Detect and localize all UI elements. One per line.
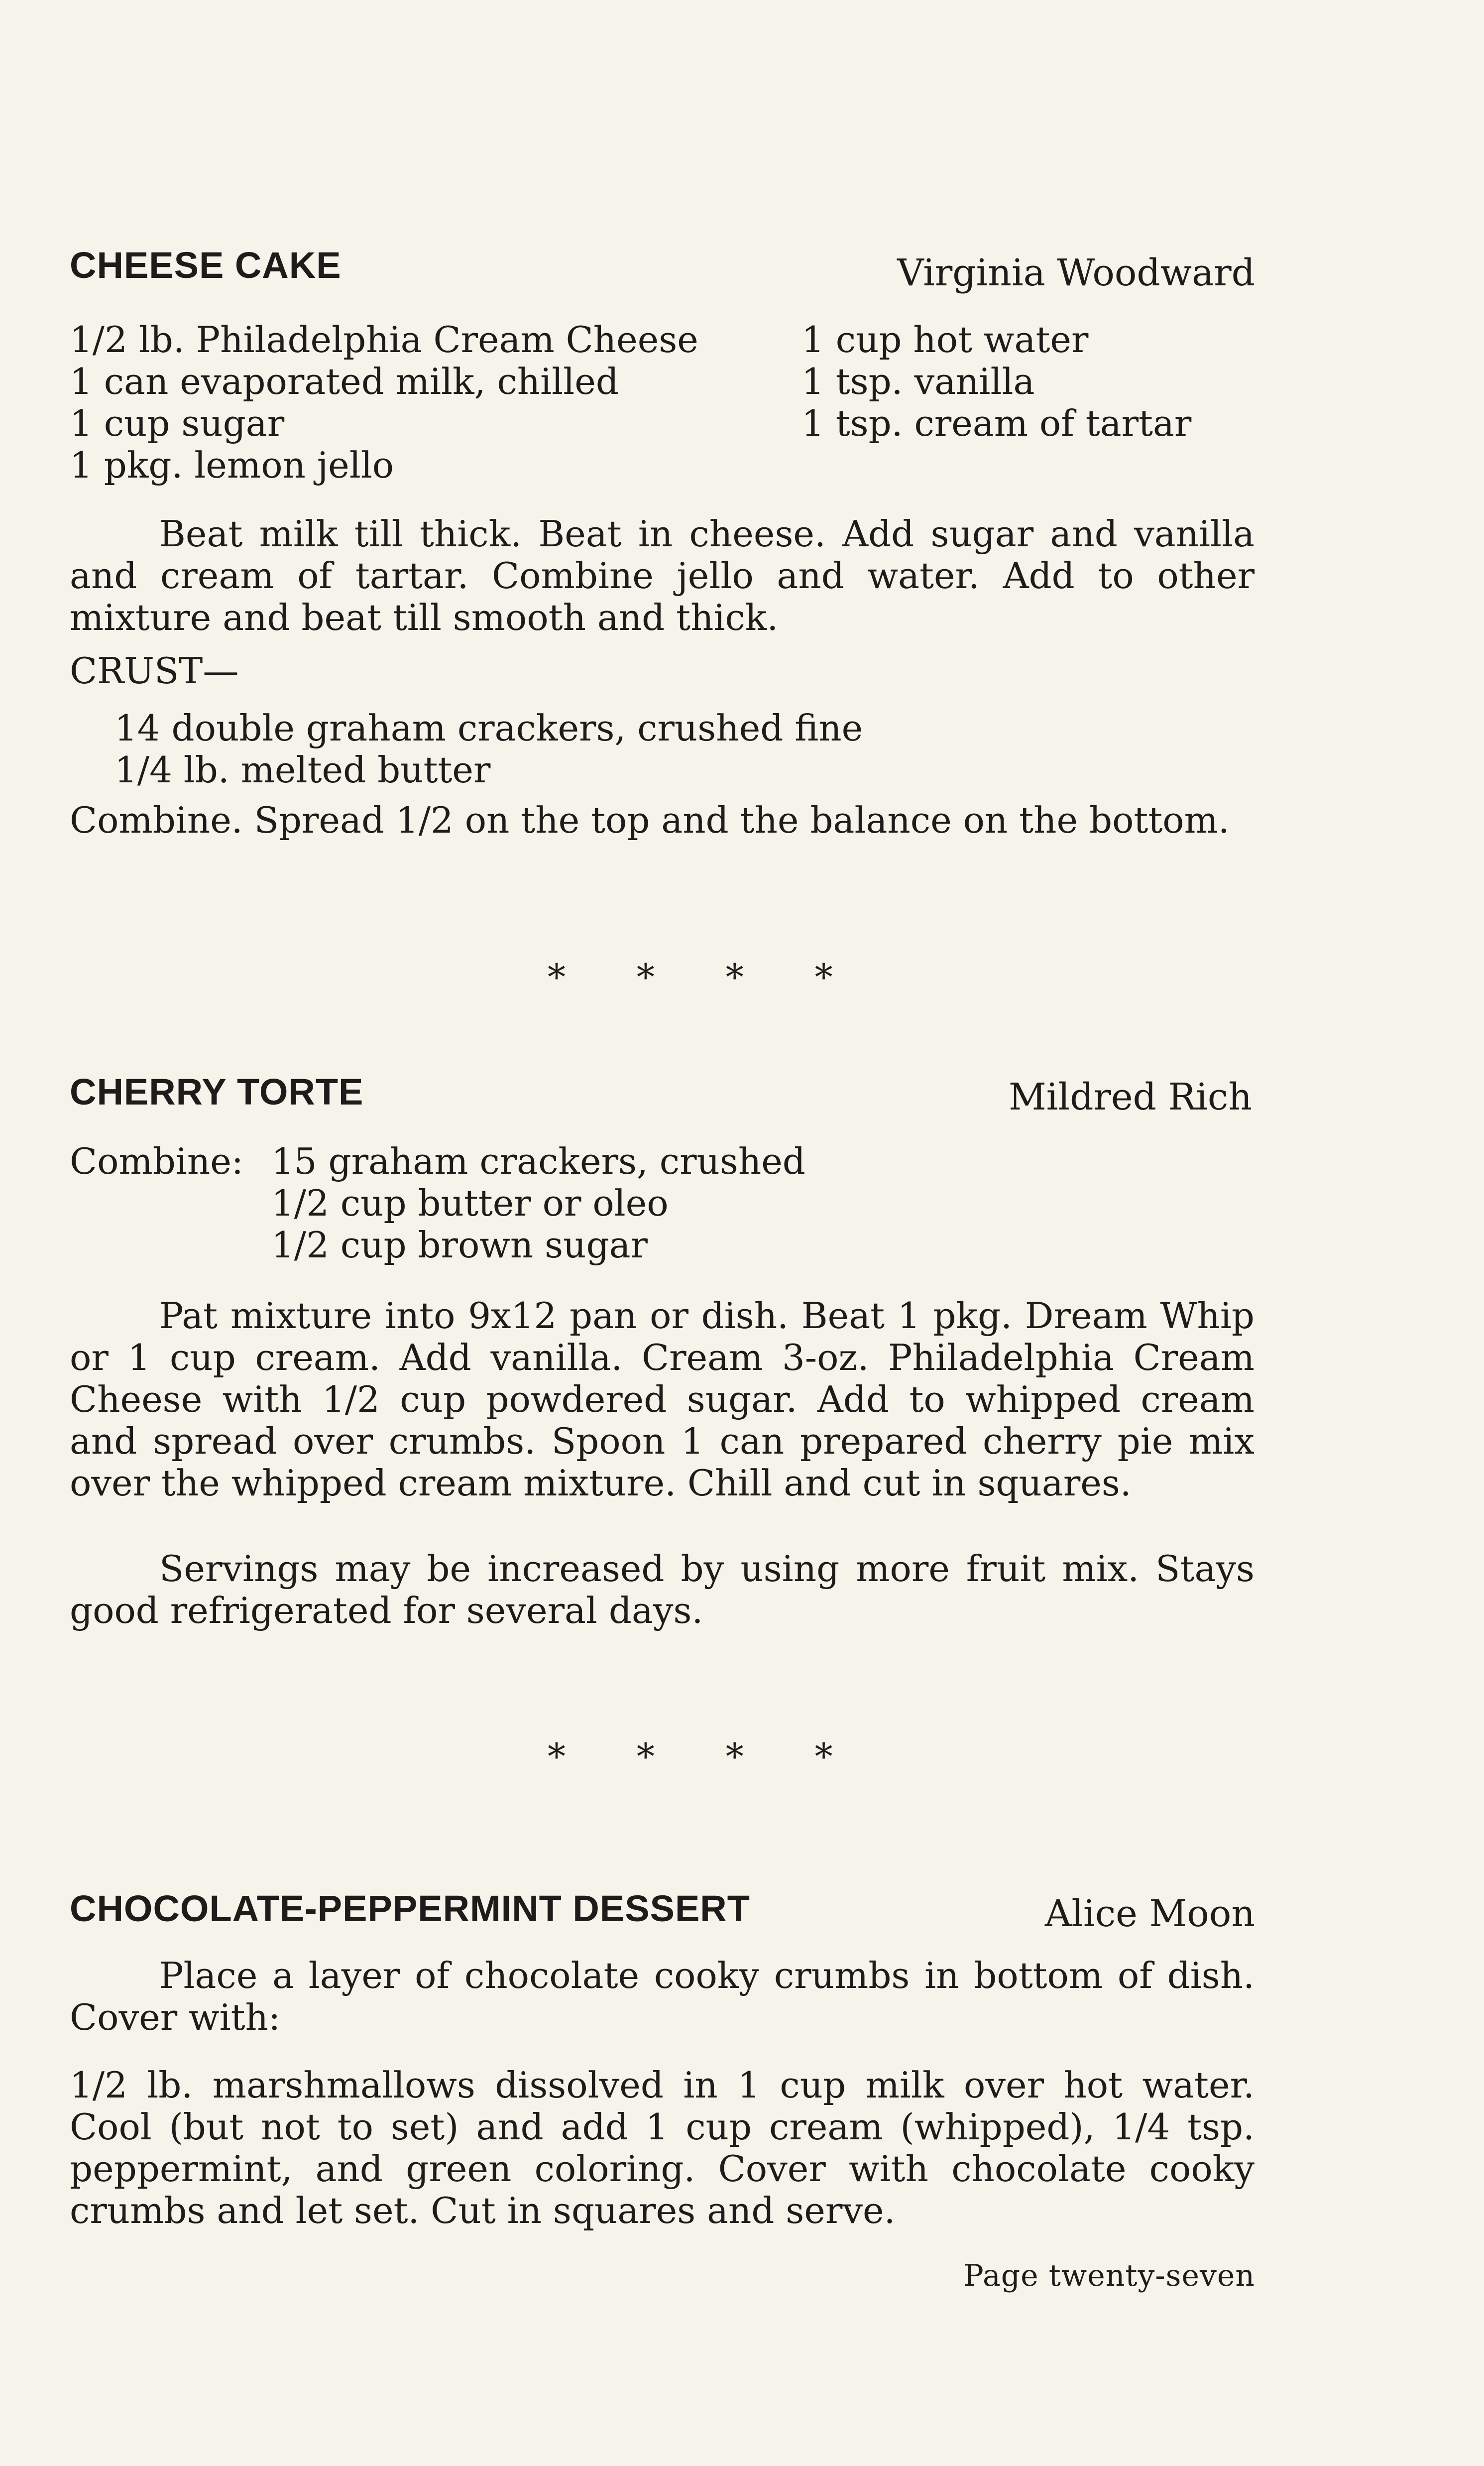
ingredients-left-cheese-cake — [70, 319, 698, 486]
ingredient-item: 1/2 lb. Philadelphia Cream Cheese — [70, 319, 698, 361]
ingredient-item: 1/2 cup brown sugar — [271, 1224, 648, 1266]
ingredient-item: 1/4 lb. melted butter — [114, 749, 491, 791]
recipe-title-cheese-cake: CHEESE CAKE — [70, 245, 342, 286]
crust-directions: Combine. Spread 1/2 on the top and the balance on the bottom. — [70, 799, 1230, 841]
combine-label: Combine: — [70, 1140, 244, 1182]
ingredient-item: 1 cup hot water — [801, 319, 1089, 361]
ingredient-item: 1 pkg. lemon jello — [70, 444, 394, 486]
ingredient-item: 15 graham crackers, crushed — [271, 1140, 805, 1182]
ingredient-item: 1 tsp. vanilla — [801, 361, 1035, 402]
separator-stars-1: * * * * — [548, 956, 863, 998]
note-cherry-torte: Servings may be increased by using more fruit mix. Stays good refrigerated for several days. — [70, 1548, 1255, 1631]
recipe-title-chocolate-peppermint: CHOCOLATE-PEPPERMINT DESSERT — [70, 1888, 750, 1929]
recipe-author-cherry-torte: Mildred Rich — [1008, 1076, 1252, 1118]
ingredient-item: 14 double graham crackers, crushed fine — [114, 707, 863, 749]
page-number: Page twenty-seven — [963, 2258, 1255, 2293]
ingredient-item: 1 tsp. cream of tartar — [801, 402, 1192, 444]
recipe-author-cheese-cake: Virginia Woodward — [897, 251, 1255, 294]
crust-heading: CRUST— — [70, 650, 239, 692]
crust-ingredients — [114, 707, 863, 791]
ingredient-item: 1 cup sugar — [70, 402, 285, 444]
directions-chocolate-peppermint: 1/2 lb. marshmallows dissolved in 1 cup milk over hot water. Cool (but not to set) and add 1 cup cream (whipped), 1/4 tsp. peppermint, and green coloring. Cover with chocolate cooky crumbs and let set. Cut in squares and serve. — [70, 2064, 1255, 2231]
recipe-author-chocolate-peppermint: Alice Moon — [1044, 1892, 1255, 1935]
intro-chocolate-peppermint: Place a layer of chocolate cooky crumbs in bottom of dish. Cover with: — [70, 1955, 1255, 2038]
recipe-title-cherry-torte: CHERRY TORTE — [70, 1071, 364, 1112]
combine-ingredients — [271, 1140, 805, 1266]
ingredients-right-cheese-cake — [801, 319, 1191, 444]
directions-cherry-torte: Pat mixture into 9x12 pan or dish. Beat 1 pkg. Dream Whip or 1 cup cream. Add vanilla. Cream 3-oz. Philadelphia Cream Cheese with 1/2 cup powdered sugar. Add to whipped cream and spread over crumbs. Spoon 1 can prepared cherry pie mix over the whipped cream mixture. Chill and cut in squares. — [70, 1295, 1255, 1504]
ingredient-item: 1/2 cup butter or oleo — [271, 1182, 669, 1224]
directions-cheese-cake: Beat milk till thick. Beat in cheese. Add sugar and vanilla and cream of tartar. Combine jello and water. Add to other mixture and beat till smooth and thick. — [70, 513, 1255, 638]
separator-stars-2: * * * * — [548, 1735, 863, 1777]
ingredient-item: 1 can evaporated milk, chilled — [70, 361, 619, 402]
